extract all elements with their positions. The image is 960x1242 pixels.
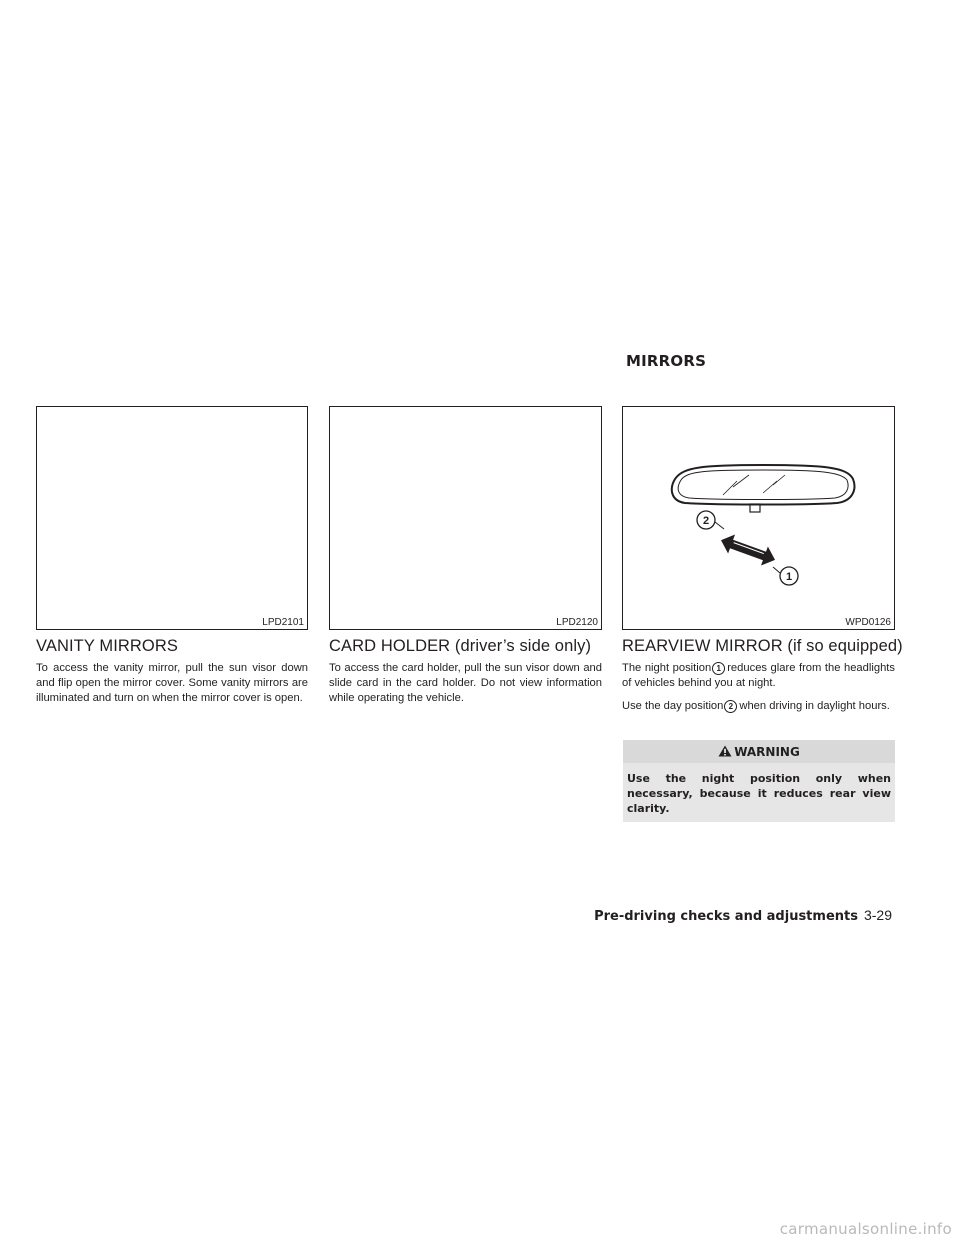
warning-icon xyxy=(718,745,732,757)
figure-rearview-mirror xyxy=(622,406,895,630)
paragraph-night-position: The night position 1 reduces glare from the headlights of vehicles behind you at night. xyxy=(622,662,895,689)
heading-rearview-mirror: REARVIEW MIRROR (if so equipped) xyxy=(622,637,903,655)
rearview-mirror-illustration xyxy=(623,407,894,629)
paragraph: To access the vanity mirror, pull the sun visor down and flip open the mirror cover. Some vanity mirrors are illuminated and turn on when the mirror cover is open. xyxy=(36,662,308,704)
body-vanity-mirrors xyxy=(36,661,308,714)
body-card-holder xyxy=(329,661,602,714)
chapter-name: Pre-driving checks and adjustments xyxy=(594,909,858,924)
warning-header xyxy=(623,740,895,763)
number-2-icon: 2 xyxy=(724,700,737,713)
figure-code: LPD2120 xyxy=(556,617,598,628)
paragraph: To access the card holder, pull the sun visor down and slide card in the card holder. Do not view information while operating the vehicle. xyxy=(329,662,602,704)
figure-code: WPD0126 xyxy=(845,617,891,628)
page-number: 3-29 xyxy=(863,907,892,923)
heading-vanity-mirrors: VANITY MIRRORS xyxy=(36,637,178,655)
section-title: MIRRORS xyxy=(626,352,707,370)
warning-text: Use the night position only when necessary, because it reduces rear view clarity. xyxy=(623,763,895,822)
warning-box xyxy=(623,740,895,822)
body-rearview-mirror xyxy=(622,661,895,722)
figure-card-holder xyxy=(329,406,602,630)
number-1-icon: 1 xyxy=(712,662,725,675)
figure-code: LPD2101 xyxy=(262,617,304,628)
heading-card-holder: CARD HOLDER (driver’s side only) xyxy=(329,637,592,655)
figure-vanity-mirror xyxy=(36,406,308,630)
paragraph-day-position: Use the day position 2 when driving in daylight hours. xyxy=(622,700,890,712)
page-footer xyxy=(594,907,892,924)
warning-title: WARNING xyxy=(734,745,800,759)
watermark: carmanualsonline.info xyxy=(779,1220,952,1238)
label-2: 2 xyxy=(702,515,710,527)
label-1: 1 xyxy=(785,571,793,583)
